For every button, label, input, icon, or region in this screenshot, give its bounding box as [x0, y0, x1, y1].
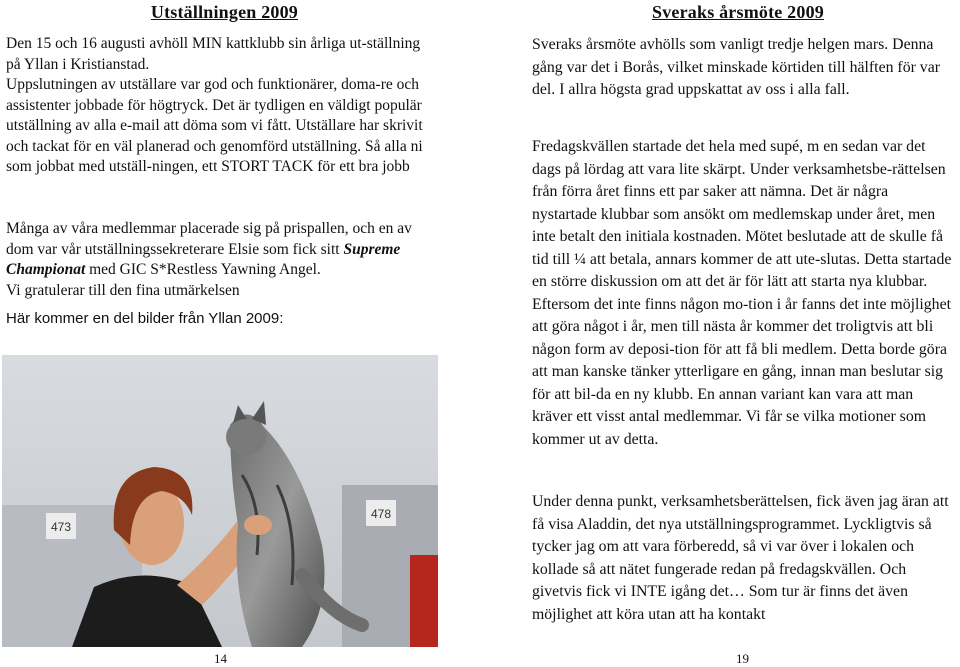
supreme-championat-emphasis: Supreme Championat	[6, 240, 401, 278]
left-paragraph-2: Uppslutningen av utställare var god och funktionärer, doma-re och assistenter jobbade för högtryck. Det är tydligen en väldigt populär utställning av alla e-mail att döma som vi fått. Utställare har skrivit och tackat för en väl planerad och genomförd utställning. Så alla ni som jobbat med utställ-ningen, ett STORT TACK för ett bra jobb	[6, 76, 423, 175]
right-page-number: 19	[736, 651, 749, 666]
left-page	[0, 0, 480, 666]
photo-caption: Här kommer en del bilder från Yllan 2009:	[6, 310, 284, 327]
para3-text-after: med GIC S*Restless Yawning Angel.	[85, 261, 321, 278]
left-page-number: 14	[214, 651, 227, 666]
left-heading: Utställningen 2009	[150, 2, 298, 22]
cage-number-2: 478	[370, 507, 392, 521]
cat-show-photo	[2, 355, 438, 647]
right-paragraph-1: Sveraks årsmöte avhölls som vanligt tredje helgen mars. Denna gång var det i Borås, vilket minskade körtiden till hälften för var del. I allra högsta grad uppskattat av oss i alla fall.	[532, 36, 940, 98]
left-paragraph-3	[6, 219, 426, 301]
cage-number-1: 473	[50, 520, 72, 534]
left-paragraph-1: Den 15 och 16 augusti avhöll MIN kattklubb sin årliga ut-ställning på Yllan i Kristianstad.	[6, 35, 421, 73]
right-page	[488, 0, 960, 666]
photo-illustration	[2, 355, 438, 647]
right-paragraph-3: Under denna punkt, verksamhetsberättelsen, fick även jag äran att få visa Aladdin, det nya utställningsprogrammet. Lyckligtvis så tycker jag om att vara förberedd, så vi var över i lokalen och kollade så att nätet fungerade redan på fredagskvällen. Och givetvis fick vi INTE igång det… Som tur är finns det även möjlighet att köra utan att ha kontakt	[532, 493, 949, 623]
right-heading: Sveraks årsmöte 2009	[652, 2, 824, 22]
para3-text-before: Många av våra medlemmar placerade sig på prispallen, och en av dom var vår utställningssekreterare Elsie som fick sitt	[6, 220, 412, 258]
right-paragraph-2: Fredagskvällen startade det hela med supé, m en sedan var det dags på lördag att vara lite skärpt. Under verksamhetsbe-rättelsen från förra året finns ett par saker att nämna. Det är några nystartade klubbar som ansökt om medlemskap under året, men inte betalt den initiala kostnaden. Mötet beslutade att de skulle få tid till ¼ att betala, annars kommer de att ute-slutas. Detta startade en större diskussion om att det är för lätt att starta nya klubbar. Eftersom det inte finns någon mo-tion i år fanns det inte möjlighet att göra något i år, men till nästa år kommer det troligtvis att bli någon form av deposi-tion för att få bli medlem. Detta borde göra att man kanske tänker ytterligare en gång, innan man beslutar sig för att bil-da en ny klubb. En annan variant kan vara att man kräver ett visst antal medlemmar. Vi får se vilka motioner som kommer ut av detta.	[532, 138, 952, 448]
congratulation-line: Vi gratulerar till den fina utmärkelsen	[6, 281, 240, 299]
